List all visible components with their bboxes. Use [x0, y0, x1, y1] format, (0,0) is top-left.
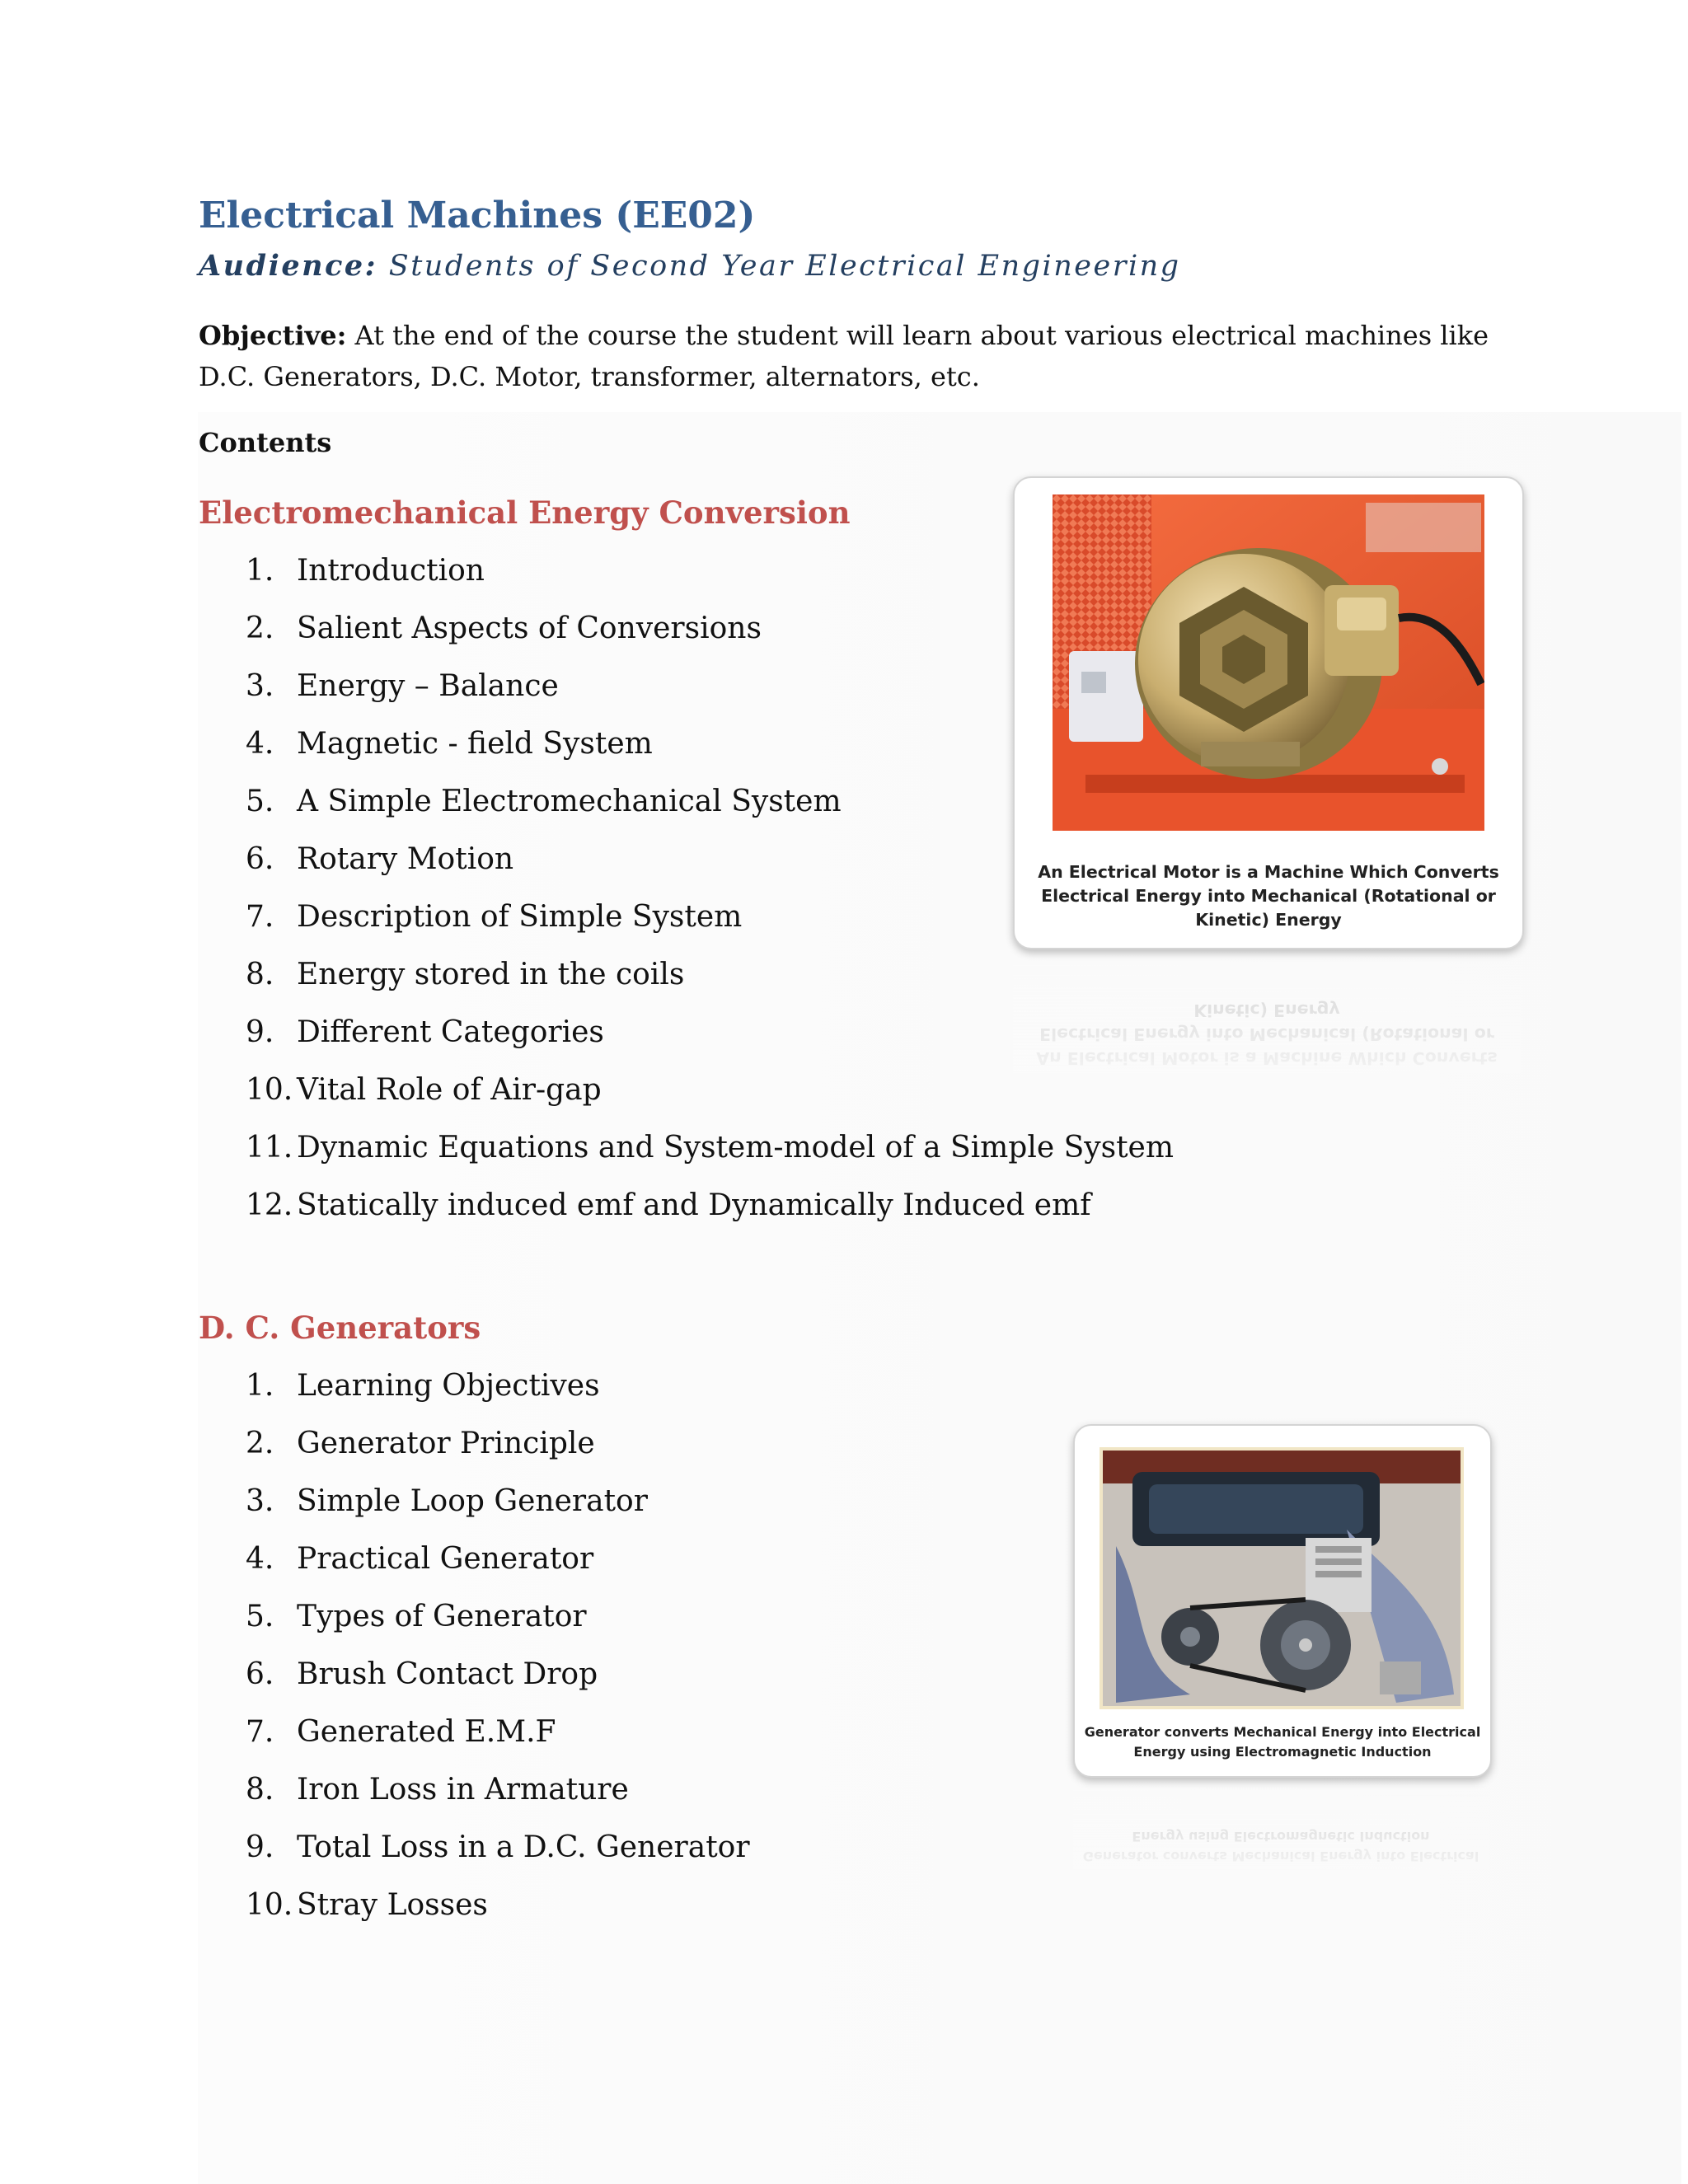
list-item-number: 5. — [246, 785, 274, 818]
list-item-text: Dynamic Equations and System-model of a Simple System — [297, 1131, 1174, 1165]
section-heading-dc-generators: D. C. Generators — [199, 1310, 481, 1346]
list-item-text: Stray Losses — [297, 1888, 488, 1922]
page-title: Electrical Machines (EE02) — [199, 194, 756, 237]
list-item — [246, 1423, 750, 1481]
list-item-number: 7. — [246, 1715, 274, 1749]
list-item — [246, 954, 1174, 1012]
list-item-text: Types of Generator — [297, 1600, 587, 1633]
list-item-text: Generator Principle — [297, 1427, 595, 1460]
list-item-number: 1. — [246, 554, 274, 588]
list-item — [246, 1366, 750, 1423]
list-item-text: Brush Contact Drop — [297, 1657, 598, 1691]
list-item-number: 3. — [246, 1484, 274, 1518]
list-item-text: Energy – Balance — [297, 669, 559, 703]
list-item-number: 7. — [246, 900, 274, 934]
audience-text: Students of Second Year Electrical Engineering — [388, 250, 1181, 283]
list-item-number: 8. — [246, 1773, 274, 1807]
objective-text: At the end of the course the student will learn about various electrical machines like D.C. Generators, D.C. Motor, transformer, alternators, etc. — [199, 320, 1489, 392]
list-item-number: 2. — [246, 612, 274, 645]
list-item — [246, 1596, 750, 1654]
list-item-number: 6. — [246, 1657, 274, 1691]
list-item-text: Rotary Motion — [297, 842, 514, 876]
list-item-text: Total Loss in a D.C. Generator — [297, 1830, 750, 1864]
generator-photo — [1100, 1447, 1464, 1709]
list-item-number: 6. — [246, 842, 274, 876]
list-item-text: Vital Role of Air-gap — [297, 1073, 602, 1107]
list-item-text: Iron Loss in Armature — [297, 1773, 629, 1807]
list-item-number: 5. — [246, 1600, 274, 1633]
audience-label: Audience: — [199, 249, 378, 283]
list-item-text: Magnetic - field System — [297, 727, 653, 761]
list-item-number: 10. — [246, 1888, 293, 1922]
list-item-text: Different Categories — [297, 1015, 604, 1049]
objective-label: Objective: — [199, 320, 347, 351]
list-item-text: Salient Aspects of Conversions — [297, 612, 762, 645]
list-item — [246, 1769, 750, 1827]
list-item — [246, 1654, 750, 1712]
list-item-number: 12. — [246, 1188, 293, 1222]
list-item-number: 10. — [246, 1073, 293, 1107]
motor-figure — [1013, 476, 1524, 949]
list-item-number: 4. — [246, 1542, 274, 1576]
list-item-number: 4. — [246, 727, 274, 761]
list-item-number: 2. — [246, 1427, 274, 1460]
list-item — [246, 1885, 750, 1943]
list-item-text: A Simple Electromechanical System — [297, 785, 842, 818]
list-item-number: 1. — [246, 1369, 274, 1403]
list-item-text: Description of Simple System — [297, 900, 743, 934]
list-item — [246, 1012, 1174, 1070]
contents-label: Contents — [199, 427, 332, 458]
motor-photo — [1053, 494, 1484, 831]
list-item-text: Statically induced emf and Dynamically Induced emf — [297, 1188, 1091, 1222]
list-item-text: Learning Objectives — [297, 1369, 600, 1403]
list-item-number: 9. — [246, 1830, 274, 1864]
list-item-number: 9. — [246, 1015, 274, 1049]
generator-caption: Generator converts Mechanical Energy into Electrical Energy using Electromagnetic Induction — [1084, 1724, 1481, 1760]
generator-figure — [1073, 1424, 1492, 1778]
section-heading-electromechanical: Electromechanical Energy Conversion — [199, 494, 851, 531]
list-item — [246, 1185, 1174, 1243]
list-item-text: Introduction — [297, 554, 485, 588]
list-item-number: 11. — [246, 1131, 293, 1165]
list-item — [246, 1127, 1174, 1185]
list-item-text: Generated E.M.F — [297, 1715, 556, 1749]
objective-paragraph — [199, 315, 1517, 397]
list-item — [246, 1070, 1174, 1127]
audience-line — [199, 249, 1181, 283]
list-item — [246, 1827, 750, 1885]
list-item-text: Energy stored in the coils — [297, 958, 685, 991]
list-item-number: 8. — [246, 958, 274, 991]
section-list-dc-generators — [246, 1366, 750, 1943]
list-item-text: Simple Loop Generator — [297, 1484, 648, 1518]
list-item — [246, 1481, 750, 1539]
motor-caption: An Electrical Motor is a Machine Which Converts Electrical Energy into Mechanical (Rotational or Kinetic) Energy — [1038, 862, 1499, 930]
list-item — [246, 1712, 750, 1769]
list-item-number: 3. — [246, 669, 274, 703]
list-item — [246, 1539, 750, 1596]
list-item-text: Practical Generator — [297, 1542, 594, 1576]
